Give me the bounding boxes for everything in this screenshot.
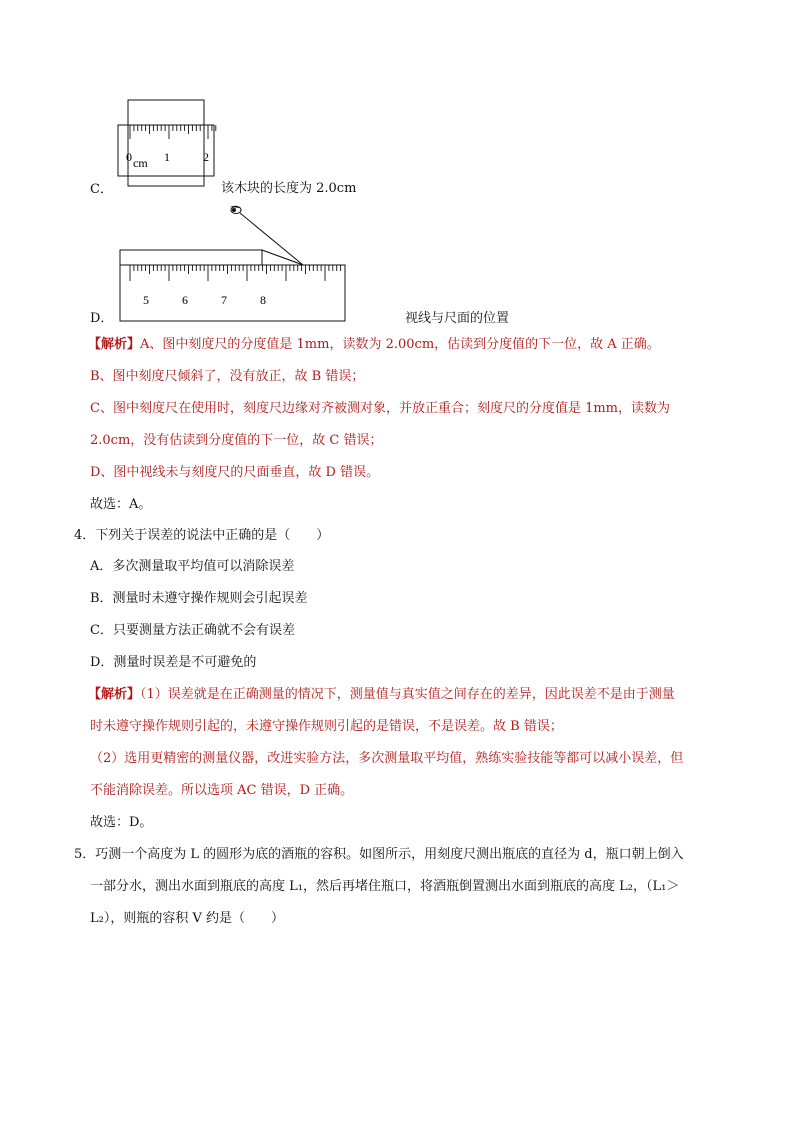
analysis-tag: 【解析】: [88, 687, 141, 702]
wood-block: [128, 100, 204, 186]
option-d-caption: 视线与尺面的位置: [405, 311, 510, 326]
q4-analysis-line: 不能消除误差。所以选项 AC 错误，D 正确。: [90, 783, 354, 798]
q5-stem-line: 5．巧测一个高度为 L 的圆形为底的酒瓶的容积。如图所示，用刻度尺测出瓶底的直径为 d，瓶口朝上倒入: [74, 847, 684, 862]
q4-option-d: D．测量时误差是不可避免的: [90, 655, 257, 670]
line-of-sight: [240, 213, 303, 265]
q3-analysis-line: D、图中视线未与刻度尺的尺面垂直，故 D 错误。: [90, 465, 380, 480]
q3-analysis-line: C、图中刻度尺在使用时，刻度尺边缘对齐被测对象，并放正重合；刻度尺的分度值是 1mm，读数为: [90, 401, 671, 416]
option-c-caption: 该木块的长度为 2.0cm: [221, 181, 357, 196]
q4-option-a: A．多次测量取平均值可以消除误差: [90, 559, 295, 574]
q3-answer: 故选：A。: [90, 497, 152, 512]
ruler-ticks: [130, 265, 341, 281]
ruler-tick-label: 1: [164, 150, 170, 164]
q5-stem-line: L₂），则瓶的容积 V 约是（ ）: [90, 911, 284, 926]
q4-analysis-line: 【解析】（1）误差就是在正确测量的情况下，测量值与真实值之间存在的差异，因此误差不是由于测量: [88, 687, 675, 702]
ruler-tick-label: 5: [143, 293, 149, 307]
ruler-tick-label: 8: [260, 293, 266, 307]
ruler-tick-label: 7: [221, 293, 227, 307]
q5-stem-line: 一部分水，测出水面到瓶底的高度 L₁，然后再堵住瓶口，将酒瓶倒置测出水面到瓶底的高度 L₂，（L₁＞: [90, 879, 680, 894]
ruler-unit: cm: [133, 156, 148, 170]
eye-icon: [230, 206, 241, 214]
q4-analysis-line: （2）选用更精密的测量仪器，改进实验方法，多次测量取平均值，熟练实验技能等都可以减小误差，但: [90, 751, 684, 766]
option-c-label: C．: [90, 182, 113, 197]
q3-analysis-line: B、图中刻度尺倾斜了，没有放正，故 B 错误；: [90, 369, 365, 384]
q3-analysis-line: 【解析】A、图中刻度尺的分度值是 1mm，读数为 2.00cm，估读到分度值的下一位，故 A 正确。: [88, 337, 660, 352]
q4-option-c: C．只要测量方法正确就不会有误差: [90, 623, 295, 638]
ruler-body: [120, 265, 345, 321]
q4-answer: 故选：D。: [90, 815, 153, 830]
figure-ruler-block: [110, 98, 220, 188]
q3-analysis-line: 2.0cm，没有估读到分度值的下一位，故 C 错误；: [90, 433, 383, 448]
ruler-ticks: [130, 125, 216, 139]
ruler-tick-label: 6: [182, 293, 188, 307]
pencil: [120, 250, 303, 276]
analysis-tag: 【解析】: [88, 337, 141, 352]
q4-stem: 4．下列关于误差的说法中正确的是（ ）: [74, 528, 330, 543]
ruler-tick-label: 2: [203, 150, 209, 164]
q4-analysis-line: 时未遵守操作规则引起的，未遵守操作规则引起的是错误，不是误差。故 B 错误；: [90, 719, 563, 734]
ruler-tick-label: 0: [126, 150, 132, 164]
option-d-label: D．: [90, 311, 114, 326]
q4-option-b: B．测量时未遵守操作规则会引起误差: [90, 591, 308, 606]
figure-ruler-pencil: [108, 198, 358, 328]
